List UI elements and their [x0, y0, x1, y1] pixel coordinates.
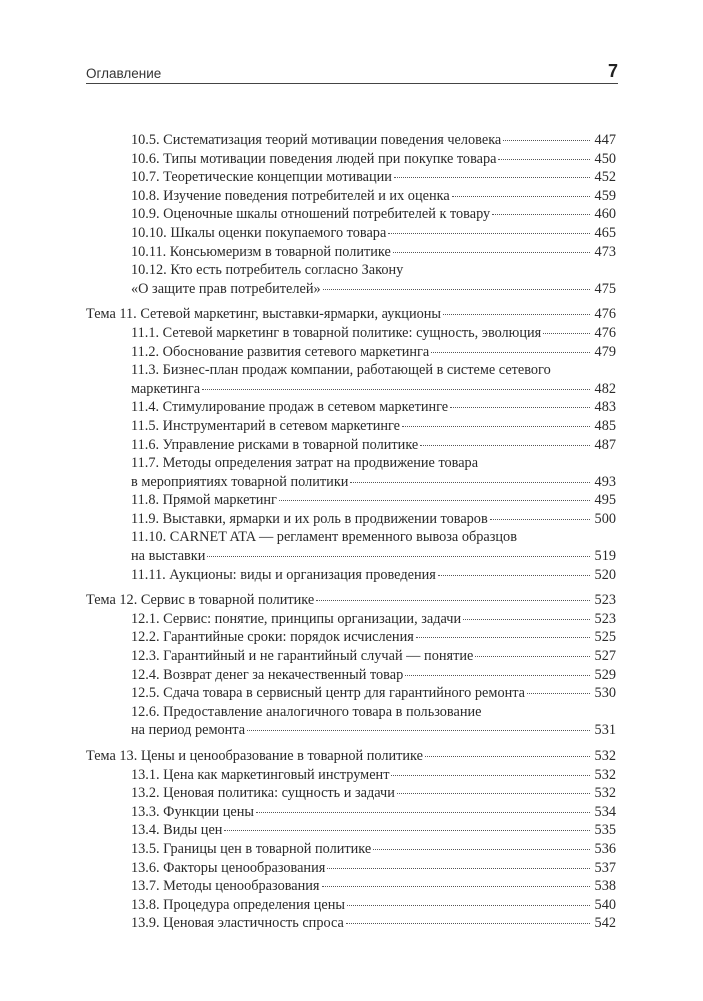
- toc-entry-title: 12.3. Гарантийный и не гарантийный случай — понятие: [131, 648, 474, 665]
- toc-entry-title: «О защите прав потребителей»: [131, 280, 321, 297]
- toc-entry-title: 12.1. Сервис: понятие, принципы организации, задачи: [131, 610, 462, 627]
- toc-entry-title: 11.2. Обоснование развития сетевого маркетинга: [131, 343, 430, 360]
- toc-entry-title: 10.7. Теоретические концепции мотивации: [131, 169, 392, 186]
- toc-page-number: 460: [594, 206, 616, 223]
- toc-entry-title: 10.8. Изучение поведения потребителей и их оценка: [131, 187, 450, 204]
- toc-entry-line: [131, 324, 616, 343]
- dot-leader: [490, 519, 590, 520]
- toc-page-number: 532: [594, 748, 616, 764]
- toc-section-entry[interactable]: [86, 150, 616, 169]
- toc-entry-line: [131, 491, 616, 510]
- dot-leader: [416, 637, 590, 638]
- dot-leader: [498, 159, 590, 160]
- toc-entry-title: 12.2. Гарантийные сроки: порядок исчисления: [131, 629, 414, 646]
- dot-leader: [322, 886, 591, 887]
- toc-page-number: 542: [594, 915, 616, 932]
- toc-entry-title: 10.12. Кто есть потребитель согласно Закону: [131, 262, 404, 279]
- toc-section-entry[interactable]: [86, 821, 616, 840]
- toc-page-number: 459: [594, 187, 616, 204]
- dot-leader: [452, 196, 590, 197]
- toc-entry-line: [131, 896, 616, 915]
- dot-leader: [256, 812, 590, 813]
- toc-entry-title: 10.10. Шкалы оценки покупаемого товара: [131, 224, 387, 241]
- toc-section-entry[interactable]: [86, 261, 616, 298]
- toc-section-entry[interactable]: [86, 666, 616, 685]
- toc-entry-title: 12.5. Сдача товара в сервисный центр для гарантийного ремонта: [131, 685, 526, 702]
- dot-leader: [475, 656, 590, 657]
- toc-page-number: 540: [594, 896, 616, 913]
- toc-entry-line: [131, 914, 616, 933]
- dot-leader: [202, 389, 590, 390]
- toc-page-number: 523: [594, 610, 616, 627]
- toc-entry-line: [131, 398, 616, 417]
- dot-leader: [373, 849, 590, 850]
- toc-section-entry[interactable]: [86, 417, 616, 436]
- toc-entry-title: 13.4. Виды цен: [131, 822, 223, 839]
- dot-leader: [323, 289, 590, 290]
- toc-entry-title: 10.11. Консьюмеризм в товарной политике: [131, 243, 391, 260]
- toc-page-number: 529: [594, 666, 616, 683]
- toc-page-number: 495: [594, 492, 616, 509]
- toc-section-entry[interactable]: [86, 168, 616, 187]
- toc-entry-line: [131, 859, 616, 878]
- toc-entry-title: 13.6. Факторы ценообразования: [131, 859, 326, 876]
- toc-section-entry[interactable]: [86, 647, 616, 666]
- toc-entry-line: [131, 343, 616, 362]
- dot-leader: [394, 177, 590, 178]
- toc-section-entry[interactable]: [86, 784, 616, 803]
- toc-section-entry[interactable]: [86, 840, 616, 859]
- dot-leader: [425, 756, 590, 757]
- toc-entry-title: 11.6. Управление рисками в товарной политике: [131, 436, 419, 453]
- toc-entry-line: [131, 243, 616, 262]
- dot-leader: [438, 575, 590, 576]
- toc-page-number: 473: [594, 243, 616, 260]
- dot-leader: [397, 793, 590, 794]
- toc-entry-title: 13.9. Ценовая эластичность спроса: [131, 915, 344, 932]
- toc-entry-line: [131, 821, 616, 840]
- toc-section-entry[interactable]: [86, 224, 616, 243]
- toc-section-entry[interactable]: [86, 343, 616, 362]
- toc-page-number: 450: [594, 150, 616, 167]
- toc-page-number: 527: [594, 648, 616, 665]
- toc-entry-title: 13.2. Ценовая политика: сущность и задачи: [131, 785, 395, 802]
- toc-topic-entry[interactable]: [86, 591, 616, 610]
- toc-page-number: 525: [594, 629, 616, 646]
- toc-entry-line: [131, 703, 616, 722]
- toc-section-entry[interactable]: [86, 454, 616, 491]
- toc-section-entry[interactable]: [86, 491, 616, 510]
- toc-entry-line: [131, 261, 616, 280]
- dot-leader: [316, 600, 590, 601]
- toc-page-number: 535: [594, 822, 616, 839]
- toc-entry-title: 13.1. Цена как маркетинговый инструмент: [131, 766, 390, 783]
- toc-entry-line: [131, 205, 616, 224]
- toc-entry-line: [131, 380, 616, 399]
- toc-section-entry[interactable]: [86, 766, 616, 785]
- toc-entry-line: [131, 436, 616, 455]
- dot-leader: [347, 905, 590, 906]
- toc-entry-title: 11.10. CARNET ATA — регламент временного вывоза образцов: [131, 529, 517, 546]
- toc-entry-title: 11.9. Выставки, ярмарки и их роль в продвижении товаров: [131, 510, 488, 527]
- toc-section-entry[interactable]: [86, 896, 616, 915]
- toc-entry-title: маркетинга: [131, 380, 201, 397]
- toc-page-number: 476: [594, 324, 616, 341]
- toc-entry-title: 13.7. Методы ценообразования: [131, 878, 320, 895]
- dot-leader: [463, 619, 590, 620]
- toc-entry-line: [131, 224, 616, 243]
- toc-entry-line: [86, 747, 616, 766]
- toc-entry-title: 10.9. Оценочные шкалы отношений потребителей к товару: [131, 206, 491, 223]
- toc-entry-line: [131, 666, 616, 685]
- toc-entry-line: [131, 528, 616, 547]
- toc-section-entry[interactable]: [86, 436, 616, 455]
- toc-section-entry[interactable]: [86, 628, 616, 647]
- toc-topic-entry[interactable]: [86, 747, 616, 766]
- toc-entry-title: 10.5. Систематизация теорий мотивации поведения человека: [131, 132, 502, 148]
- toc-entry-title: в мероприятиях товарной политики: [131, 473, 349, 490]
- dot-leader: [492, 214, 590, 215]
- toc-section-entry[interactable]: [86, 528, 616, 565]
- toc-entry-line: [131, 784, 616, 803]
- running-header-title: Оглавление: [86, 66, 162, 81]
- toc-entry-line: [131, 684, 616, 703]
- toc-entry-line: [131, 150, 616, 169]
- toc-page-number: 532: [594, 785, 616, 802]
- toc-entry-title: 13.5. Границы цен в товарной политике: [131, 840, 372, 857]
- toc-section-entry[interactable]: [86, 566, 616, 585]
- toc-page-number: 487: [594, 436, 616, 453]
- dot-leader: [391, 775, 590, 776]
- dot-leader: [207, 556, 590, 557]
- toc-page-number: 465: [594, 224, 616, 241]
- toc-entry-title: Тема 11. Сетевой маркетинг, выставки-ярмарки, аукционы: [86, 306, 442, 323]
- dot-leader: [443, 314, 590, 315]
- toc-entry-title: 12.6. Предоставление аналогичного товара в пользование: [131, 703, 482, 720]
- toc-page-number: 500: [594, 510, 616, 527]
- toc-page-number: 452: [594, 169, 616, 186]
- toc-entry-title: 13.8. Процедура определения цены: [131, 896, 345, 913]
- toc-page-number: 530: [594, 685, 616, 702]
- toc-entry-title: 11.3. Бизнес-план продаж компании, работающей в системе сетевого: [131, 362, 551, 379]
- toc-entry-title: 12.4. Возврат денег за некачественный товар: [131, 666, 404, 683]
- dot-leader: [543, 333, 590, 334]
- dot-leader: [279, 500, 590, 501]
- dot-leader: [405, 675, 590, 676]
- toc-entry-line: [131, 628, 616, 647]
- toc-section-entry[interactable]: [86, 187, 616, 206]
- toc-section-entry[interactable]: [86, 610, 616, 629]
- toc-page-number: 479: [594, 343, 616, 360]
- page-number: 7: [607, 61, 618, 81]
- toc-entry-line: [131, 417, 616, 436]
- toc-section-entry[interactable]: [86, 510, 616, 529]
- dot-leader: [388, 233, 590, 234]
- toc-entry-line: [131, 566, 616, 585]
- toc-entry-line: [86, 591, 616, 610]
- toc-entry-title: 11.4. Стимулирование продаж в сетевом маркетинге: [131, 399, 449, 416]
- toc-entry-line: [131, 766, 616, 785]
- toc-section-entry[interactable]: [86, 703, 616, 740]
- toc-page-number: 519: [594, 548, 616, 565]
- toc-section-entry[interactable]: [86, 324, 616, 343]
- toc-entry-line: [131, 473, 616, 492]
- toc-entry-line: [86, 305, 616, 324]
- toc-entry-title: Тема 13. Цены и ценообразование в товарной политике: [86, 748, 423, 764]
- dot-leader: [450, 407, 590, 408]
- dot-leader: [420, 445, 590, 446]
- dot-leader: [224, 830, 590, 831]
- toc-section-entry[interactable]: [86, 131, 616, 150]
- dot-leader: [327, 868, 590, 869]
- toc-entry-line: [131, 168, 616, 187]
- dot-leader: [247, 730, 590, 731]
- table-of-contents: [86, 131, 616, 933]
- toc-page-number: 493: [594, 473, 616, 490]
- toc-section-entry[interactable]: [86, 243, 616, 262]
- toc-section-entry[interactable]: [86, 859, 616, 878]
- dot-leader: [393, 252, 590, 253]
- toc-page-number: 534: [594, 803, 616, 820]
- toc-topic-entry[interactable]: [86, 305, 616, 324]
- toc-section-entry[interactable]: [86, 803, 616, 822]
- dot-leader: [350, 482, 590, 483]
- toc-entry-title: 11.7. Методы определения затрат на продвижение товара: [131, 455, 479, 472]
- toc-entry-line: [131, 547, 616, 566]
- toc-entry-line: [131, 610, 616, 629]
- toc-page-number: 475: [594, 280, 616, 297]
- dot-leader: [527, 693, 590, 694]
- toc-page-number: 523: [594, 592, 616, 609]
- toc-entry-line: [131, 803, 616, 822]
- toc-entry-title: на выставки: [131, 548, 206, 565]
- dot-leader: [346, 923, 590, 924]
- toc-entry-line: [131, 877, 616, 896]
- toc-section-entry[interactable]: [86, 361, 616, 398]
- toc-section-entry[interactable]: [86, 205, 616, 224]
- toc-page-number: 536: [594, 840, 616, 857]
- toc-page-number: 482: [594, 380, 616, 397]
- dot-leader: [402, 426, 590, 427]
- toc-entry-line: [131, 187, 616, 206]
- running-header: [86, 61, 618, 84]
- toc-section-entry[interactable]: [86, 914, 616, 933]
- toc-entry-line: [131, 361, 616, 380]
- toc-entry-line: [131, 840, 616, 859]
- toc-page-number: 520: [594, 566, 616, 583]
- toc-entry-title: 11.8. Прямой маркетинг: [131, 492, 277, 509]
- toc-page-number: 447: [594, 132, 616, 148]
- toc-entry-line: [131, 454, 616, 473]
- toc-page-number: 476: [594, 306, 616, 323]
- dot-leader: [431, 352, 590, 353]
- toc-section-entry[interactable]: [86, 398, 616, 417]
- toc-entry-title: 13.3. Функции цены: [131, 803, 254, 820]
- toc-entry-title: 11.1. Сетевой маркетинг в товарной политике: сущность, эволюция: [131, 324, 542, 341]
- toc-section-entry[interactable]: [86, 684, 616, 703]
- toc-entry-title: 11.11. Аукционы: виды и организация проведения: [131, 566, 436, 583]
- toc-entry-line: [131, 647, 616, 666]
- toc-entry-title: на период ремонта: [131, 722, 246, 739]
- toc-page-number: 537: [594, 859, 616, 876]
- toc-section-entry[interactable]: [86, 877, 616, 896]
- toc-page-number: 483: [594, 399, 616, 416]
- toc-entry-title: 10.6. Типы мотивации поведения людей при покупке товара: [131, 150, 497, 167]
- toc-entry-line: [131, 721, 616, 740]
- toc-entry-line: [131, 510, 616, 529]
- dot-leader: [503, 140, 590, 141]
- toc-entry-line: [131, 131, 616, 150]
- toc-page-number: 531: [594, 722, 616, 739]
- toc-page-number: 538: [594, 878, 616, 895]
- toc-entry-title: 11.5. Инструментарий в сетевом маркетинге: [131, 417, 401, 434]
- toc-entry-line: [131, 280, 616, 299]
- toc-entry-title: Тема 12. Сервис в товарной политике: [86, 592, 315, 609]
- toc-page-number: 485: [594, 417, 616, 434]
- toc-page-number: 532: [594, 766, 616, 783]
